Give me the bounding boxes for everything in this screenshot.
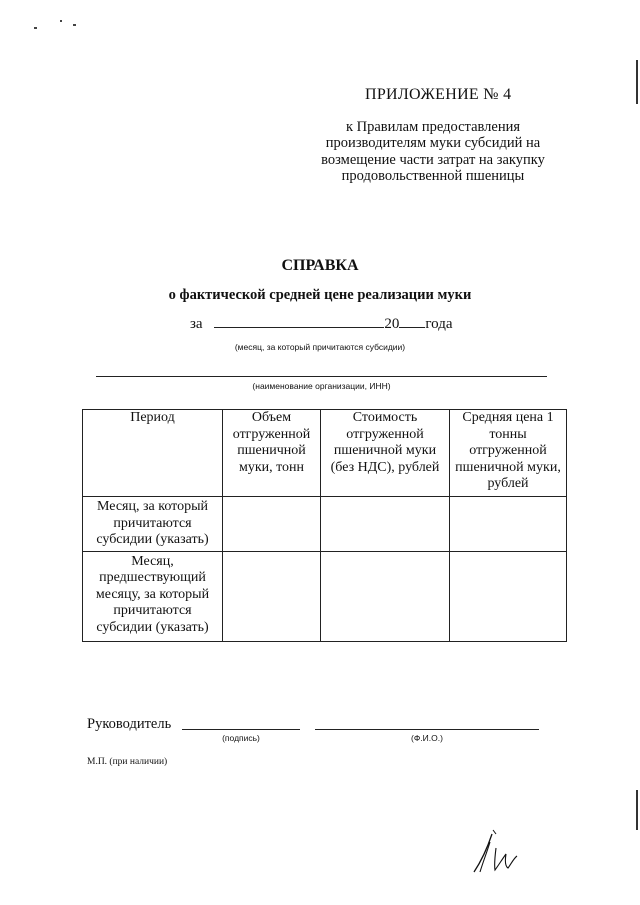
row-period-current: Месяц, за который причитаются субсидии (указать) <box>83 497 223 552</box>
col-header-volume: Объем отгруженной пшеничной муки, тонн <box>223 410 321 497</box>
cell-cost[interactable] <box>321 497 450 552</box>
stamp-note: М.П. (при наличии) <box>87 757 168 767</box>
cell-volume[interactable] <box>223 551 321 641</box>
cell-avg-price[interactable] <box>450 497 567 552</box>
table-row <box>83 551 567 641</box>
period-caption: (месяц, за который причитаются субсидии) <box>234 342 406 352</box>
page-edge-mark-bottom <box>636 790 638 830</box>
appendix-subtitle: к Правилам предоставления производителям муки субсидий на возмещение части затрат на закупку продовольственной пшеницы <box>321 119 545 185</box>
signature-label: Руководитель <box>87 716 172 732</box>
handwritten-initials-icon <box>470 828 530 878</box>
col-header-period: Период <box>83 410 223 497</box>
cell-avg-price[interactable] <box>450 551 567 641</box>
signature-blank[interactable] <box>182 729 300 730</box>
year-prefix: 20 <box>384 316 400 332</box>
price-table <box>82 409 567 642</box>
cell-cost[interactable] <box>321 551 450 641</box>
full-name-caption: (Ф.И.О.) <box>411 733 443 743</box>
reporting-period-line <box>190 313 452 333</box>
organization-name-blank[interactable] <box>96 376 547 377</box>
period-suffix: года <box>425 316 453 332</box>
full-name-blank[interactable] <box>315 729 539 730</box>
col-header-avg-price: Средняя цена 1 тонны отгруженной пшеничной муки, рублей <box>450 410 567 497</box>
table-header-row <box>83 410 567 497</box>
appendix-title: ПРИЛОЖЕНИЕ № 4 <box>365 86 512 103</box>
page-edge-mark-top <box>636 60 638 104</box>
scan-mark-left <box>34 27 37 29</box>
period-prefix: за <box>190 316 203 332</box>
document-title: СПРАВКА <box>281 257 359 274</box>
table-row <box>83 497 567 552</box>
year-blank[interactable] <box>399 313 425 328</box>
cell-volume[interactable] <box>223 497 321 552</box>
scan-mark-right <box>73 24 76 26</box>
row-period-previous: Месяц, предшествующий месяцу, за который причитаются субсидии (указать) <box>83 551 223 641</box>
month-blank[interactable] <box>214 313 384 328</box>
col-header-cost: Стоимость отгруженной пшеничной муки (без НДС), рублей <box>321 410 450 497</box>
signature-caption: (подпись) <box>222 733 260 743</box>
document-subtitle: о фактической средней цене реализации муки <box>168 287 472 303</box>
organization-caption: (наименование организации, ИНН) <box>252 381 391 391</box>
scan-mark-mid <box>60 20 62 22</box>
